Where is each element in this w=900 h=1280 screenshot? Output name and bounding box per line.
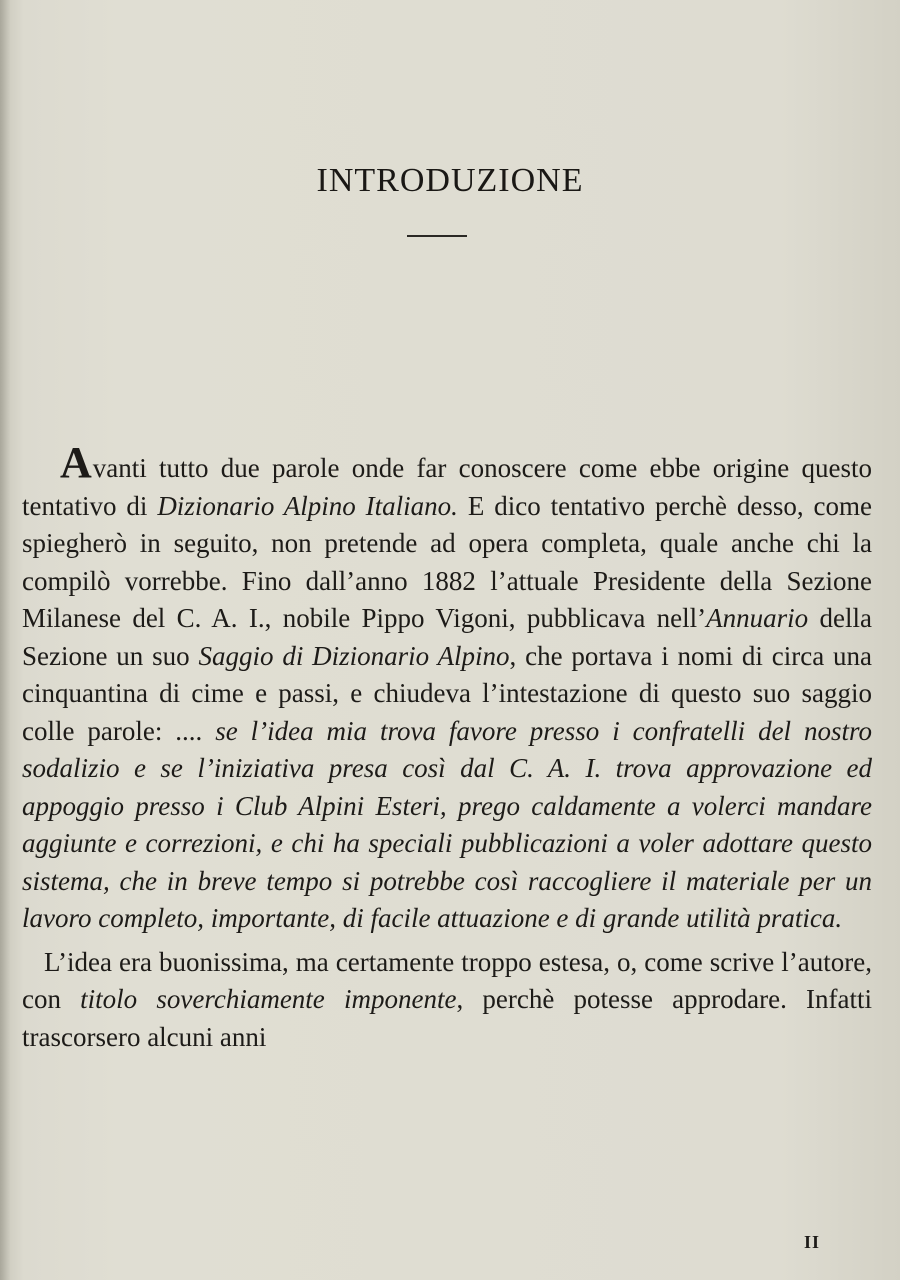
paragraph-2-segment: , perchè potesse approdare. Infatti trascorsero alcuni anni — [22, 984, 872, 1052]
paragraph-2 — [22, 944, 872, 1057]
paragraph-1-italic: Annuario — [706, 603, 809, 633]
page-folio: II — [803, 1232, 820, 1252]
paragraph-1 — [22, 438, 872, 938]
paragraph-1-segment: della Sezione un suo — [22, 603, 872, 671]
paragraph-1-segment: , che portava i nomi di circa una cinquantina di cime e passi, e chiudeva l’intestazione di questo suo saggio colle parole: .... — [22, 640, 872, 746]
paragraph-1-quote: se l’idea mia trova favore presso i confratelli del nostro sodalizio e se l’iniziativa presa così dal C. A. I. trova approvazione ed appoggio presso i Club Alpini Esteri, prego caldamente a volerci mandare aggiunte e correzioni, e chi ha speciali pubblicazioni a voler adottare questo sistema, che in breve tempo si potrebbe così raccogliere il materiale per un lavoro completo, importante, di facile attuazione e di grande utilità pratica. — [22, 715, 872, 933]
paragraph-1-segment: E dico tentativo perchè desso, come spiegherò in seguito, non pretende ad opera completa, quale anche chi la compilò vorrebbe. Fino dall’anno 1882 l’attuale Presidente della Sezione Milanese del C. A. I., nobile Pippo Vigoni, pubblicava nell’ — [22, 490, 872, 633]
paragraph-1-segment: vanti tutto due parole onde far conoscere come ebbe origine questo tentativo di — [22, 453, 872, 521]
paragraph-1-italic: Saggio di Dizionario Alpino — [198, 640, 510, 671]
paragraph-1-italic: Dizionario Alpino Italiano. — [157, 490, 458, 521]
paragraph-2-italic: titolo soverchiamente imponente — [80, 984, 457, 1014]
paragraph-2-segment: L’idea era buonissima, ma certamente troppo estesa, o, come scrive l’autore, con — [22, 946, 872, 1014]
body-text — [22, 438, 872, 1056]
initial-letter: A — [60, 438, 92, 487]
title-rule — [407, 235, 467, 237]
chapter-title: INTRODUZIONE — [316, 162, 584, 199]
